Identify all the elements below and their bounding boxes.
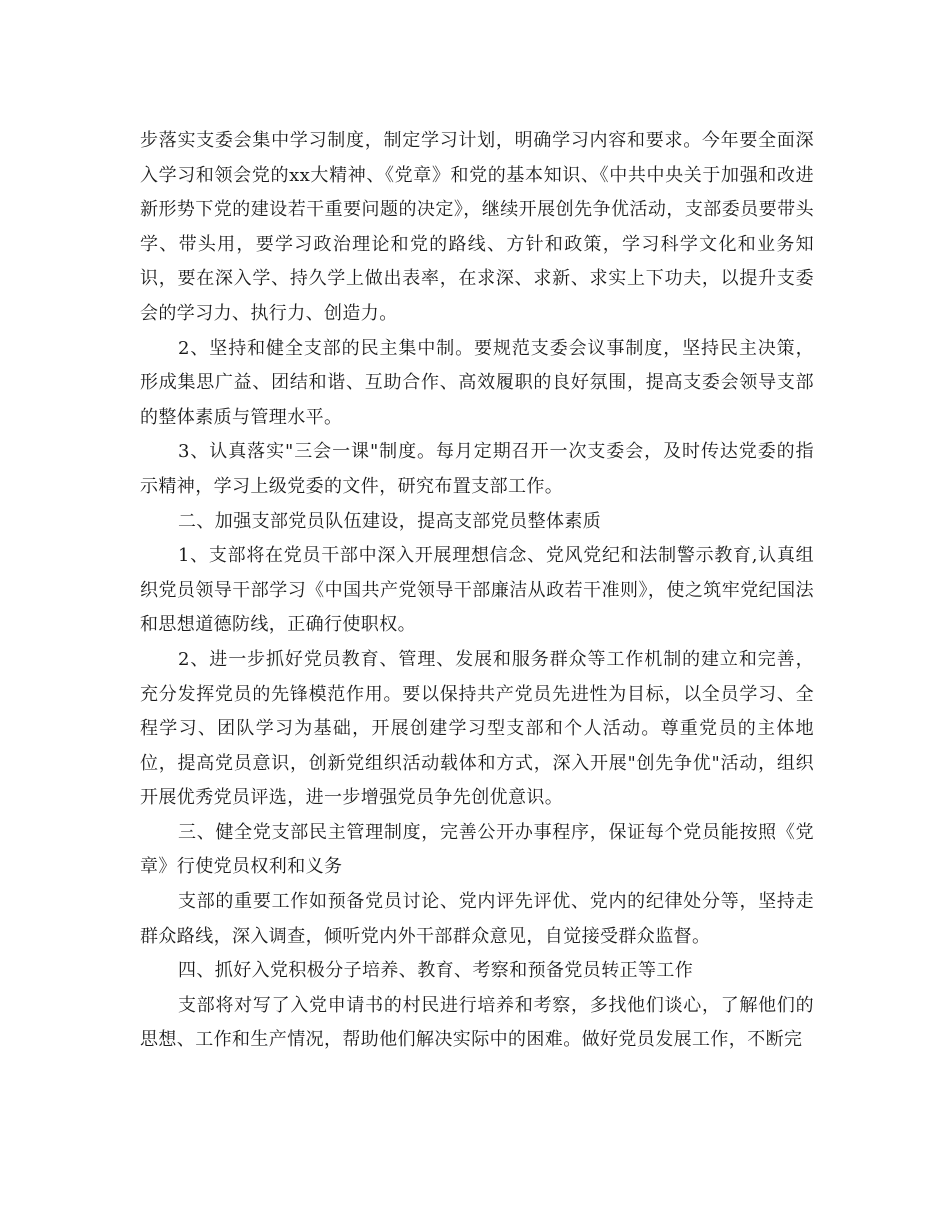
- paragraph-4: 1、支部将在党员干部中深入开展理想信念、党风党纪和法制警示教育,认真组织党员领导干部学习《中国共产党领导干部廉洁从政若干准则》，使之筑牢党纪国法和思想道德防线，正确行使职权。: [140, 545, 814, 636]
- section-heading-3: 三、健全党支部民主管理制度，完善公开办事程序，保证每个党员能按照《党章》行使党员权利和义务: [140, 821, 814, 878]
- paragraph-3: 3、认真落实"三会一课"制度。每月定期召开一次支委会，及时传达党委的指示精神，学习上级党委的文件，研究布置支部工作。: [140, 441, 814, 497]
- paragraph-1: 步落实支委会集中学习制度，制定学习计划，明确学习内容和要求。今年要全面深入学习和领会党的xx大精神、《党章》和党的基本知识、《中共中央关于加强和改进新形势下党的建设若干重要问题的决定》，继续开展创先争优活动，支部委员要带头学、带头用，要学习政治理论和党的路线、方针和政策，学习科学文化和业务知识，要在深入学、持久学上做出表率，在求深、求新、求实上下功夫，以提升支委会的学习力、执行力、创造力。: [140, 130, 814, 324]
- document-body: [140, 124, 814, 1058]
- section-heading-4: 四、抓好入党积极分子培养、教育、考察和预备党员转正等工作: [178, 960, 694, 982]
- paragraph-2: 2、坚持和健全支部的民主集中制。要规范支委会议事制度，坚持民主决策，形成集思广益、团结和谐、互助合作、高效履职的良好氛围，提高支委会领导支部的整体素质与管理水平。: [140, 337, 814, 428]
- paragraph-7: 支部将对写了入党申请书的村民进行培养和考察，多找他们谈心，了解他们的思想、工作和生产情况，帮助他们解决实际中的困难。做好党员发展工作，不断完: [140, 994, 814, 1051]
- paragraph-5: 2、进一步抓好党员教育、管理、发展和服务群众等工作机制的建立和完善，充分发挥党员的先锋模范作用。要以保持共产党员先进性为目标，以全员学习、全程学习、团队学习为基础，开展创建学习型支部和个人活动。尊重党员的主体地位，提高党员意识，创新党组织活动载体和方式，深入开展"创先争优"活动，组织开展优秀党员评选，进一步增强党员争先创优意识。: [140, 648, 814, 809]
- section-heading-2: 二、加强支部党员队伍建设，提高支部党员整体素质: [178, 510, 602, 532]
- paragraph-6: 支部的重要工作如预备党员讨论、党内评先评优、党内的纪律处分等，坚持走群众路线，深入调查，倾听党内外干部群众意见，自觉接受群众监督。: [140, 891, 814, 947]
